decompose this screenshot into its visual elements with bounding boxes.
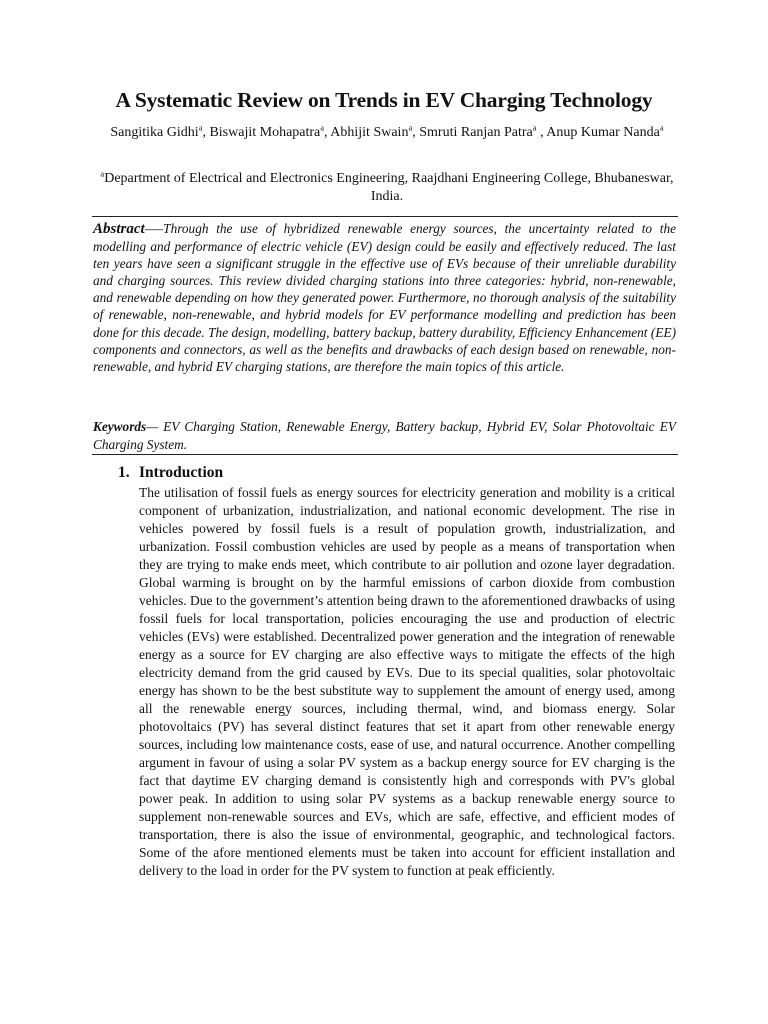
- keywords-text: EV Charging Station, Renewable Energy, Battery backup, Hybrid EV, Solar Photovoltaic EV Charging System.: [93, 419, 676, 452]
- keywords-block: [93, 418, 676, 453]
- abstract-bottom-rule: [92, 454, 678, 455]
- introduction-paragraph: The utilisation of fossil fuels as energy sources for electricity generation and mobility is a critical component of urbanization, industrialization, and national economic development. The rise in vehicles powered by fossil fuels is a result of population growth, industrialization, and urbanization. Fossil combustion vehicles are used by people as a means of transportation when they are trying to make ends meet, which contribute to air pollution and ozone layer degradation. Global warming is brought on by the harmful emissions of carbon dioxide from combustion vehicles. Due to the government’s attention being drawn to the aforementioned drawbacks of using fossil fuels for local transportation, policies encouraging the use and production of electric vehicles (EVs) were established. Decentralized power generation and the integration of renewable energy as a source for EV charging are also effective ways to mitigate the effects of the high electricity demand from the grid caused by EVs. Due to its special qualities, solar photovoltaic energy has shown to be the best substitute way to supplement the amount of energy used, among all the renewable energy sources, including thermal, wind, and biomass energy. Solar photovoltaics (PV) has several distinct features that set it apart from other renewable energy sources, including low maintenance costs, ease of use, and natural occurrence. Another compelling argument in favour of using a solar PV system as a backup energy source for EV charging is the fact that daytime EV charging demand is consistently high and corresponds with PV's global power peak. In addition to using solar PV systems as a backup renewable energy source to supplement non-renewable sources and EVs, which are safe, effective, and efficient modes of transportation, there is also the issue of environmental, geographic, and technological factors. Some of the afore mentioned elements must be taken into account for efficient installation and delivery to the load in order for the PV system to function at peak efficiently.: [139, 485, 675, 878]
- section-title: Introduction: [139, 464, 224, 481]
- abstract-dash: —–: [144, 221, 164, 236]
- keywords-dash: —: [146, 419, 164, 434]
- author-separator: ,: [324, 125, 331, 140]
- affiliation-mark: a: [532, 122, 537, 133]
- affiliation-mark: a: [198, 122, 203, 133]
- affiliation-text: Department of Electrical and Electronics Engineering, Raajdhani Engineering College, Bhubaneswar, India.: [104, 171, 674, 204]
- author-separator: ,: [536, 125, 547, 140]
- affiliation-mark: a: [408, 122, 413, 133]
- abstract-top-rule: [92, 216, 678, 217]
- paper-title: A Systematic Review on Trends in EV Charging Technology: [115, 88, 653, 112]
- affiliation-mark: a: [659, 122, 664, 133]
- author-name: Biswajit Mohapatra: [209, 125, 321, 140]
- author-list: [96, 124, 678, 142]
- author-separator: ,: [412, 125, 420, 140]
- abstract-text: Through the use of hybridized renewable energy sources, the uncertainty related to the modelling and performance of electric vehicle (EV) design could be easily and effectively reduced. The last ten years have seen a significant struggle in the effective use of EVs because of their unreliable durability and charging sources. This review divided charging stations into three categories: hybrid, non-renewable, and renewable depending on how they generated power. Furthermore, no thorough analysis of the suitability of renewable, non-renewable, and hybrid models for EV performance modelling and prediction has been done for this decade. The design, modelling, battery backup, battery durability, Efficiency Enhancement (EE) components and connectors, as well as the benefits and drawbacks of each design based on renewable, non-renewable, and hybrid EV charging stations, are therefore the main topics of this article.: [93, 221, 676, 374]
- affiliation: [96, 170, 678, 206]
- abstract-label: Abstract: [93, 221, 145, 237]
- author-name: Abhijit Swain: [330, 125, 409, 140]
- author-name: Smruti Ranjan Patra: [419, 125, 533, 140]
- affiliation-mark: a: [100, 168, 105, 179]
- affiliation-mark: a: [320, 122, 325, 133]
- section-heading: [118, 464, 223, 482]
- abstract-block: [93, 220, 676, 375]
- section-number: 1.: [118, 464, 130, 481]
- keywords-label: Keywords: [93, 419, 147, 434]
- author-name: Anup Kumar Nanda: [546, 125, 660, 140]
- author-separator: ,: [202, 125, 210, 140]
- author-name: Sangitika Gidhi: [110, 125, 199, 140]
